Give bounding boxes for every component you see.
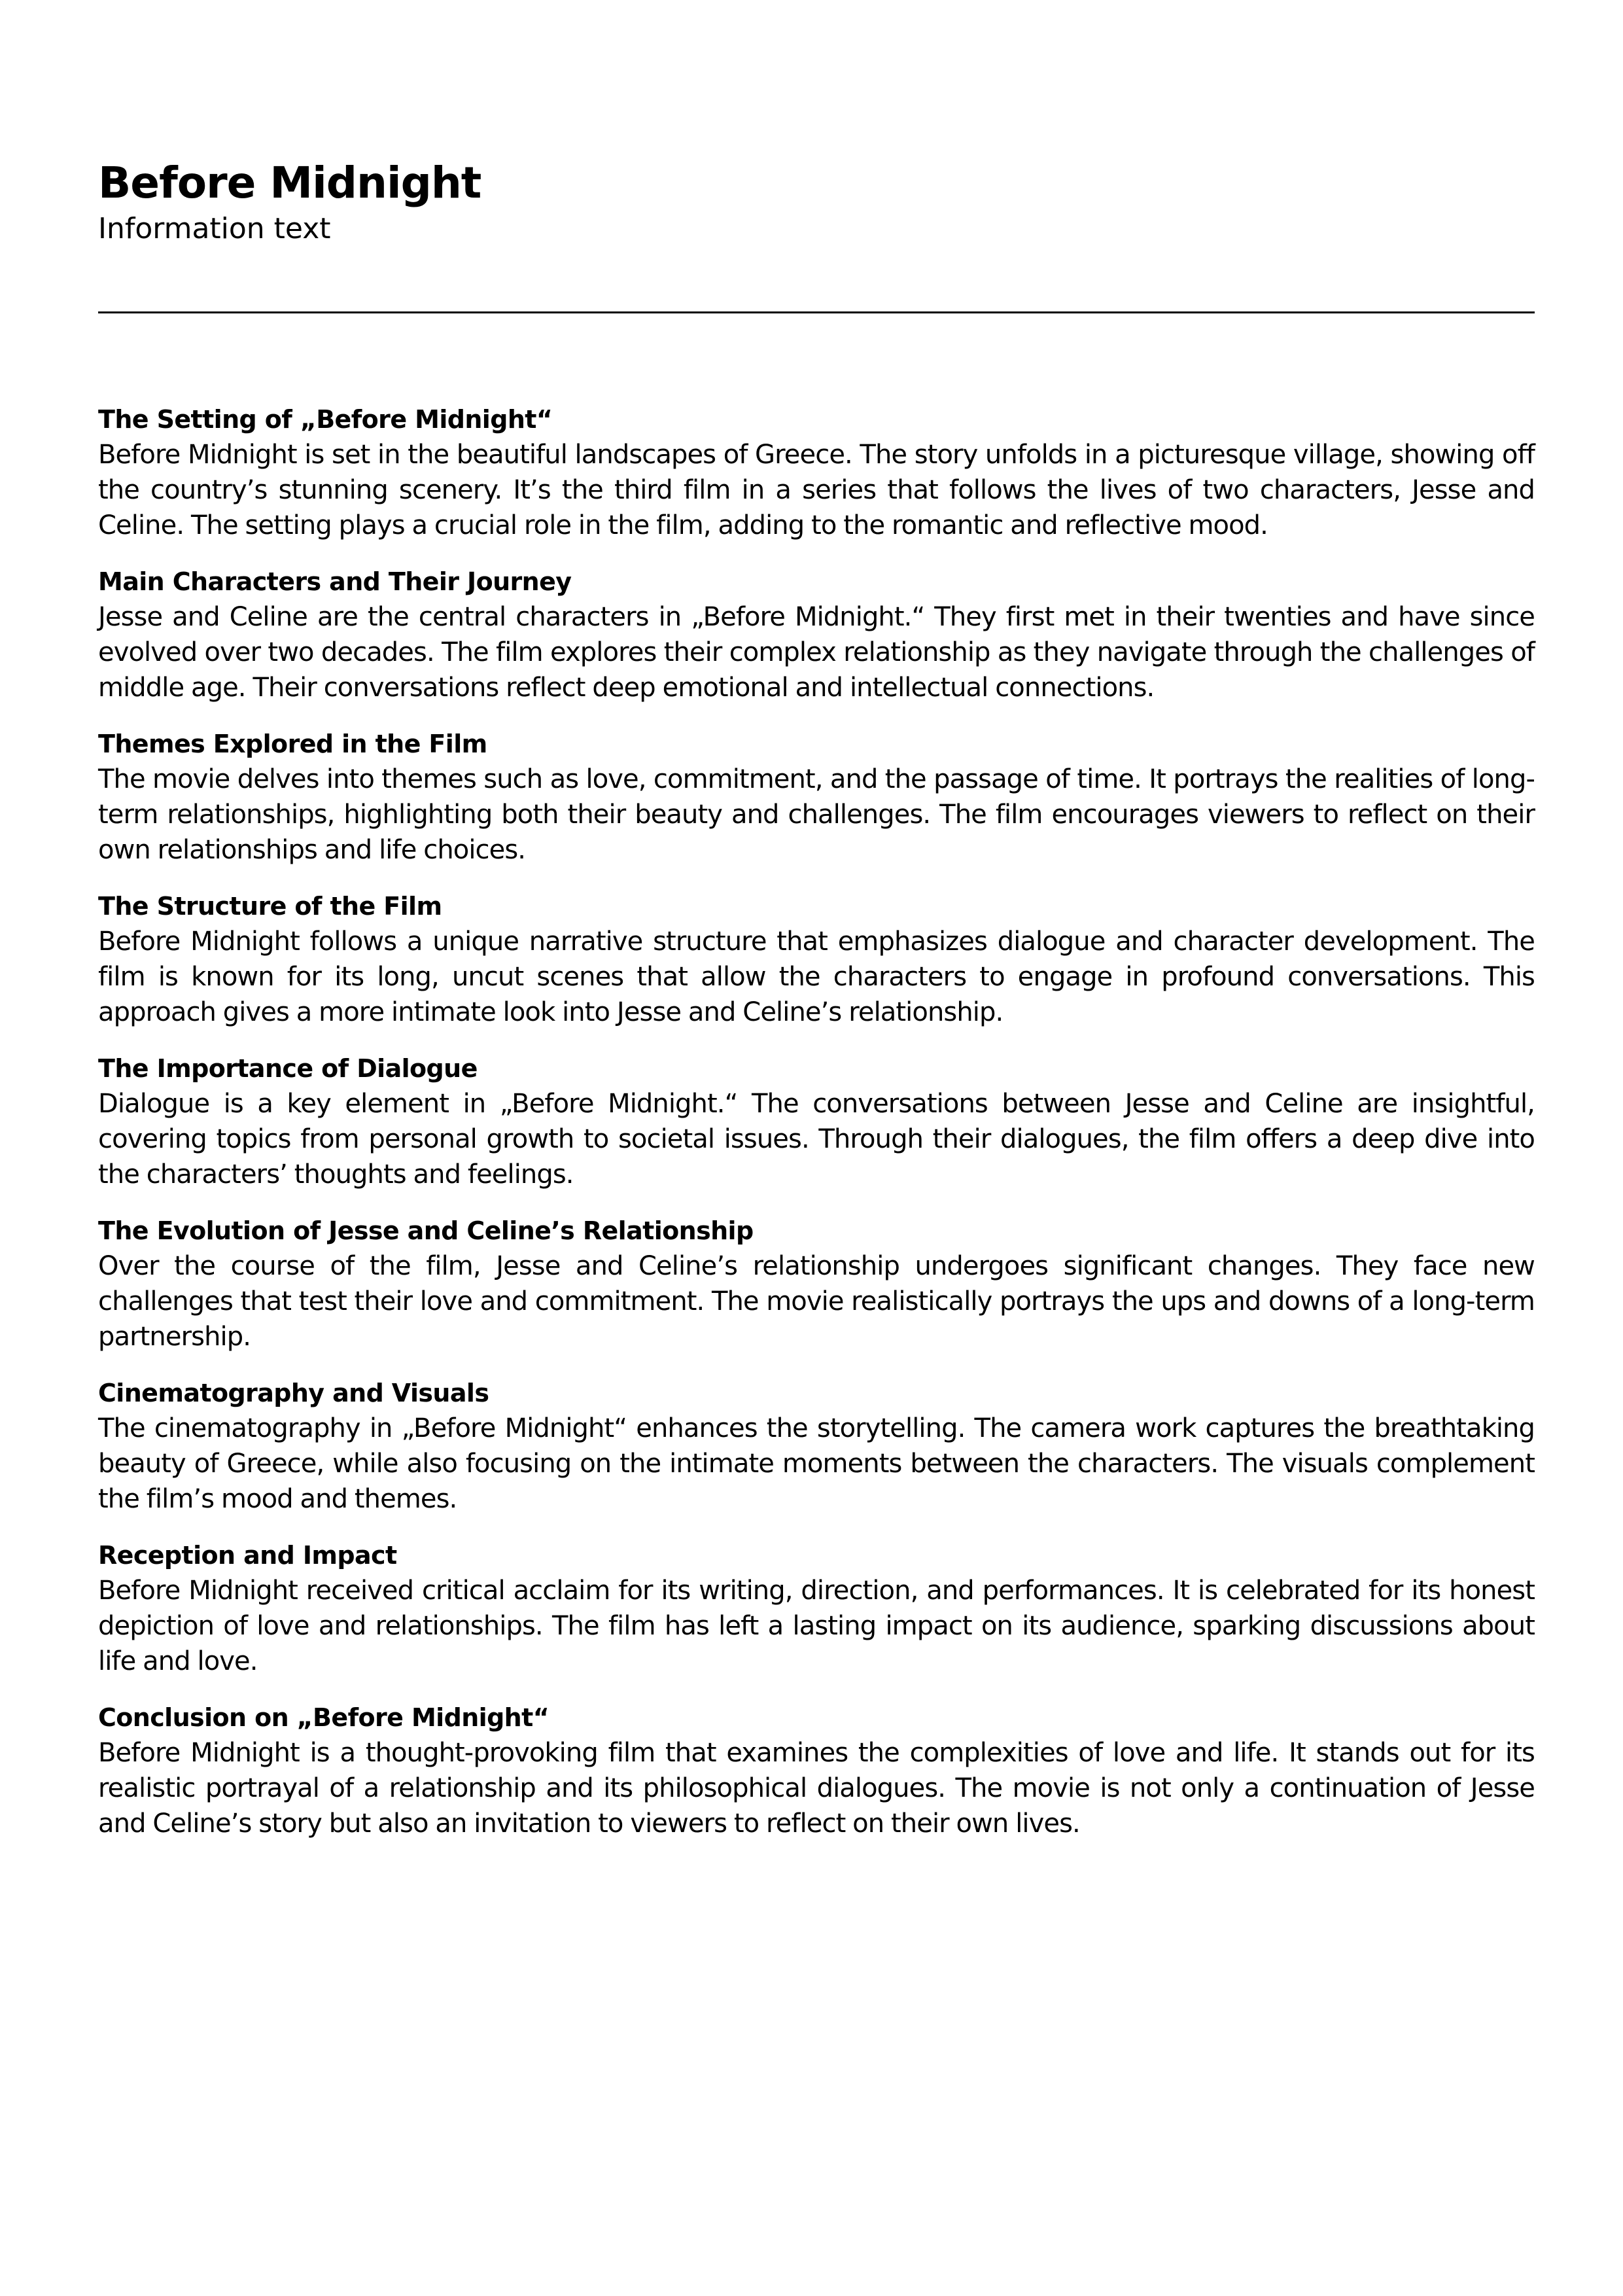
section-heading: The Evolution of Jesse and Celine’s Relationship bbox=[98, 1216, 754, 1245]
section-themes bbox=[98, 726, 1535, 868]
section-heading: The Importance of Dialogue bbox=[98, 1054, 478, 1083]
section-evolution bbox=[98, 1213, 1535, 1354]
section-body: Over the course of the film, Jesse and Celine’s relationship undergoes significant changes. They face new challenges that test their love and commitment. The movie realistically portrays the ups and downs of a long-term partnership. bbox=[98, 1251, 1535, 1352]
section-main-characters bbox=[98, 564, 1535, 705]
section-structure bbox=[98, 889, 1535, 1030]
section-reception bbox=[98, 1538, 1535, 1679]
document-title: Before Midnight bbox=[98, 158, 481, 208]
section-body: Jesse and Celine are the central characters in „Before Midnight.“ They first met in their twenties and have since evolved over two decades. The film explores their complex relationship as they navigate through the challenges of middle age. Their conversations reflect deep emotional and intellectual connections. bbox=[98, 602, 1535, 703]
section-body: Before Midnight is set in the beautiful landscapes of Greece. The story unfolds in a picturesque village, showing off the country’s stunning scenery. It’s the third film in a series that follows the lives of two characters, Jesse and Celine. The setting plays a crucial role in the film, adding to the romantic and reflective mood. bbox=[98, 440, 1535, 540]
section-body: Dialogue is a key element in „Before Midnight.“ The conversations between Jesse and Celine are insightful, covering topics from personal growth to societal issues. Through their dialogues, the film offers a deep dive into the characters’ thoughts and feelings. bbox=[98, 1089, 1535, 1190]
section-heading: Conclusion on „Before Midnight“ bbox=[98, 1703, 550, 1732]
section-body: Before Midnight follows a unique narrative structure that emphasizes dialogue and character development. The film is known for its long, uncut scenes that allow the characters to engage in profound conversations. This approach gives a more intimate look into Jesse and Celine’s relationship. bbox=[98, 927, 1535, 1027]
section-cinematography bbox=[98, 1375, 1535, 1517]
document-sections bbox=[98, 402, 1535, 1862]
section-body: The cinematography in „Before Midnight“ enhances the storytelling. The camera work captures the breathtaking beauty of Greece, while also focusing on the intimate moments between the characters. The visuals complement the film’s mood and themes. bbox=[98, 1413, 1535, 1514]
section-heading: Cinematography and Visuals bbox=[98, 1379, 489, 1407]
section-dialogue bbox=[98, 1051, 1535, 1192]
document-page bbox=[98, 157, 1535, 1839]
header-divider bbox=[98, 311, 1535, 313]
section-body: Before Midnight is a thought-provoking film that examines the complexities of love and life. It stands out for its realistic portrayal of a relationship and its philosophical dialogues. The movie is not only a continuation of Jesse and Celine’s story but also an invitation to viewers to reflect on their own lives. bbox=[98, 1738, 1535, 1839]
section-setting bbox=[98, 402, 1535, 543]
section-heading: The Setting of „Before Midnight“ bbox=[98, 405, 553, 434]
section-body: Before Midnight received critical acclaim for its writing, direction, and performances. It is celebrated for its honest depiction of love and relationships. The film has left a lasting impact on its audience, sparking discussions about life and love. bbox=[98, 1576, 1535, 1676]
section-conclusion bbox=[98, 1700, 1535, 1841]
section-heading: The Structure of the Film bbox=[98, 892, 442, 921]
document-subtitle: Information text bbox=[98, 212, 331, 245]
section-body: The movie delves into themes such as love, commitment, and the passage of time. It portrays the realities of long-term relationships, highlighting both their beauty and challenges. The film encourages viewers to reflect on their own relationships and life choices. bbox=[98, 764, 1535, 865]
section-heading: Reception and Impact bbox=[98, 1541, 397, 1570]
section-heading: Themes Explored in the Film bbox=[98, 730, 487, 758]
section-heading: Main Characters and Their Journey bbox=[98, 567, 572, 596]
